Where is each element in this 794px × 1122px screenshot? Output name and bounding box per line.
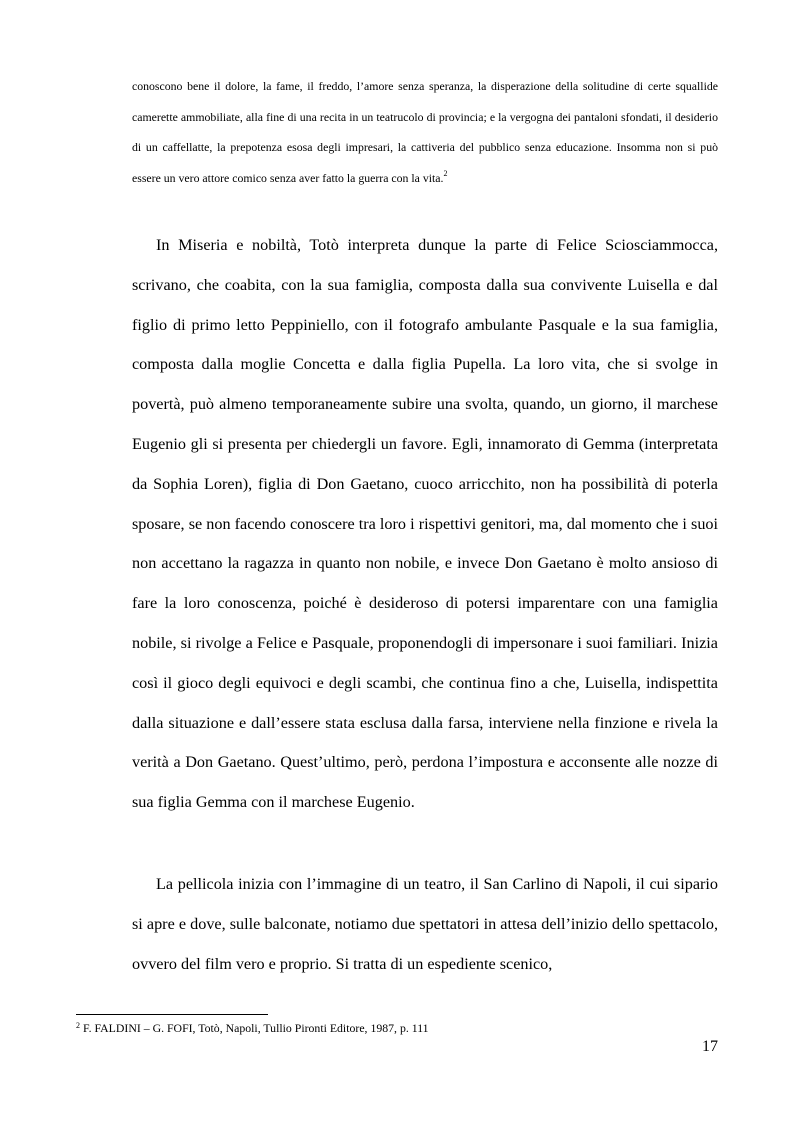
footnote-number: 2 — [76, 1021, 80, 1030]
body-paragraph-2: La pellicola inizia con l’immagine di un teatro, il San Carlino di Napoli, il cui sipario si apre e dove, sulle balconate, notiamo due spettatori in attesa dell’inizio dello spettacolo, ovvero del film vero e proprio. Si tratta di un espediente scenico, — [132, 875, 718, 973]
footnote-reference: 2 — [443, 168, 448, 178]
footnote — [76, 1020, 716, 1036]
body-paragraph-1: In Miseria e nobiltà, Totò interpreta dunque la parte di Felice Sciosciammocca, scrivano, che coabita, con la sua famiglia, composta dalla sua convivente Luisella e dal figlio di primo letto Peppiniello, con il fotografo ambulante Pasquale e la sua famiglia, composta dalla moglie Concetta e dalla figlia Pupella. La loro vita, che si svolge in povertà, può almeno temporaneamente subire una svolta, quando, un giorno, il marchese Eugenio gli si presenta per chiedergli un favore. Egli, innamorato di Gemma (interpretata da Sophia Loren), figlia di Don Gaetano, cuoco arricchito, non ha possibilità di poterla sposare, se non facendo conoscere tra loro i rispettivi genitori, ma, dal momento che i suoi non accettano la ragazza in quanto non nobile, e invece Don Gaetano è molto ansioso di fare la loro conoscenza, poiché è desideroso di potersi imparentare con una famiglia nobile, si rivolge a Felice e Pasquale, proponendogli di impersonare i suoi familiari. Inizia così il gioco degli equivoci e degli scambi, che continua fino a che, Luisella, indispettita dalla situazione e dall’essere stata esclusa dalla farsa, interviene nella finzione e rivela la verità a Don Gaetano. Quest’ultimo, però, perdona l’impostura e acconsente alle nozze di sua figlia Gemma con il marchese Eugenio. — [132, 236, 718, 812]
quote-text: conoscono bene il dolore, la fame, il freddo, l’amore senza speranza, la disperazione della solitudine di certe squallide camerette ammobiliate, alla fine di una recita in un teatrucolo di provincia; e la vergogna dei pantaloni sfondati, il desiderio di un caffellatte, la prepotenza esosa degli impresari, la cattiveria del pubblico senza educazione. Insomma non si può essere un vero attore comico senza aver fatto la guerra con la vita. — [132, 79, 718, 185]
footnote-separator — [76, 1014, 268, 1015]
page-number: 17 — [702, 1038, 718, 1055]
footnote-text: F. FALDINI – G. FOFI, Totò, Napoli, Tullio Pironti Editore, 1987, p. 111 — [82, 1021, 429, 1035]
block-quote — [132, 71, 718, 193]
